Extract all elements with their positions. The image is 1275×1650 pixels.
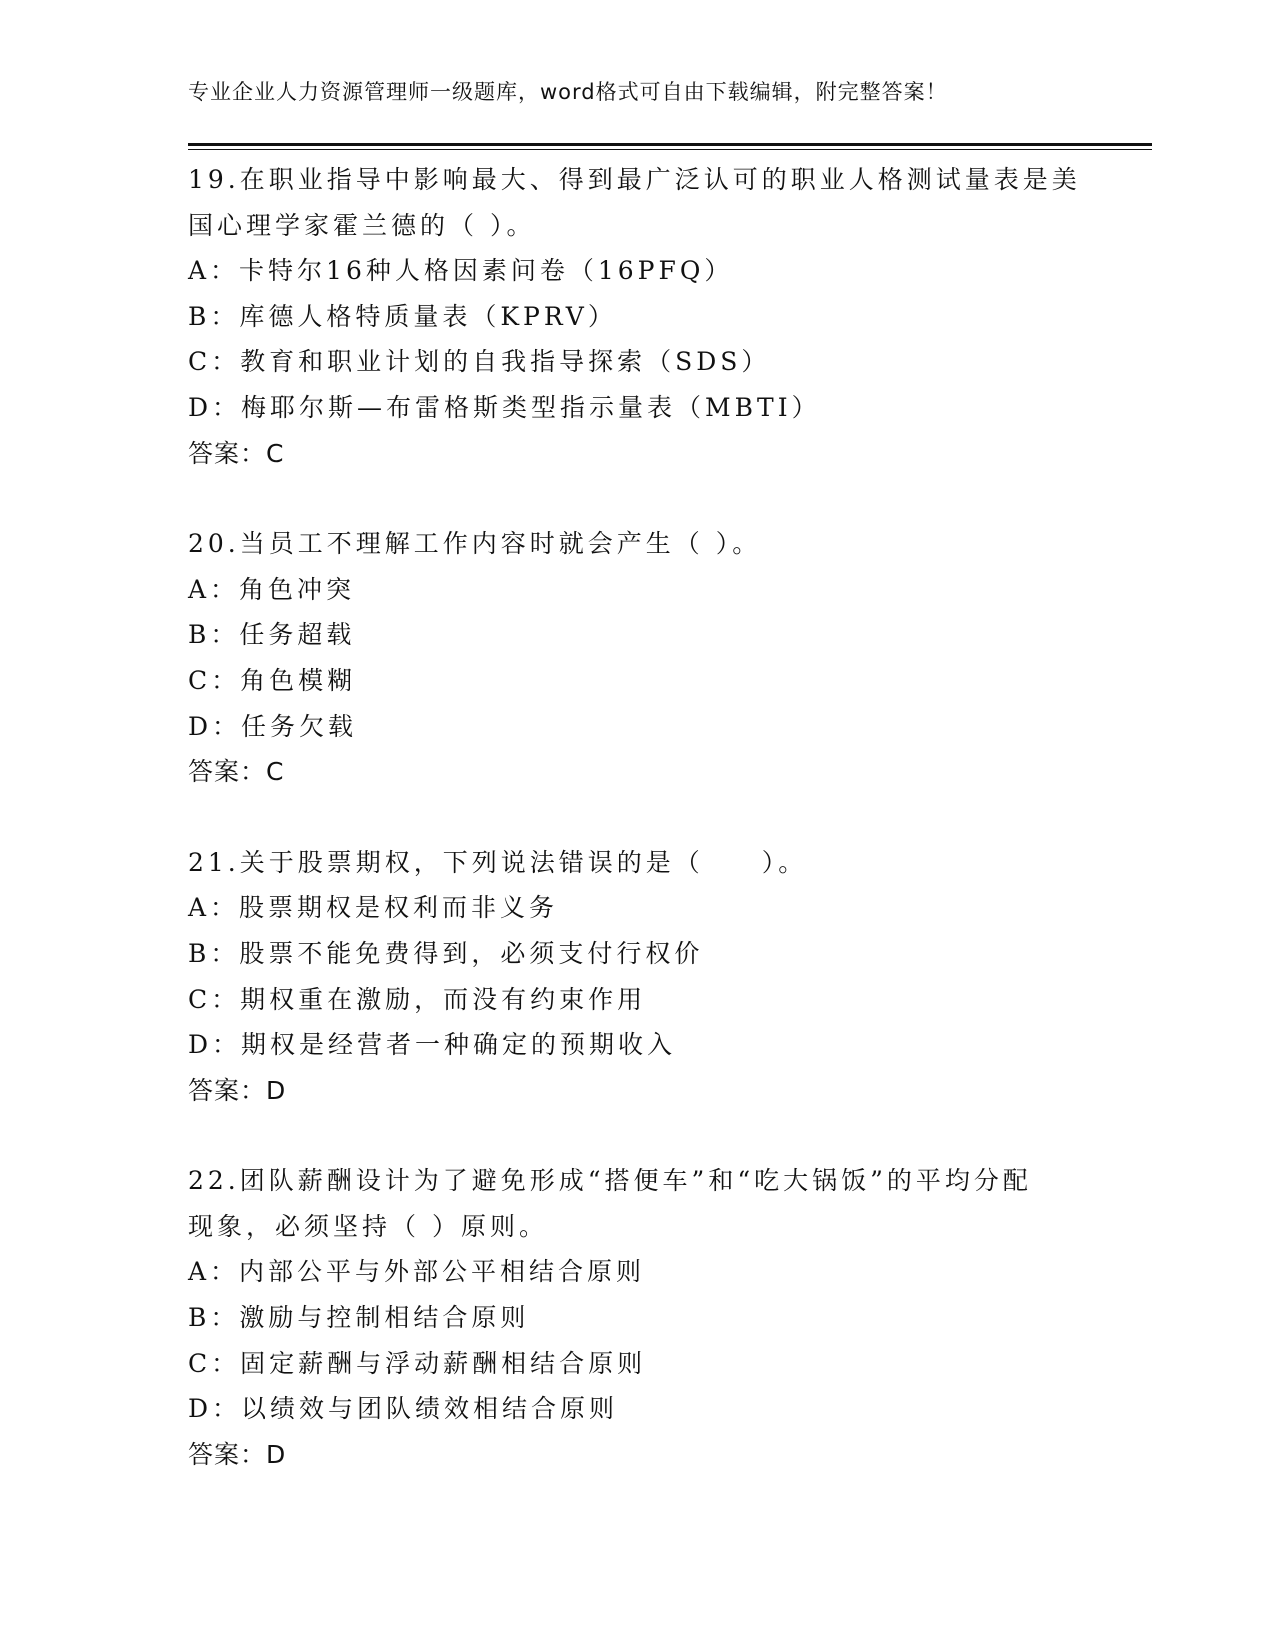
option-a: A：卡特尔16种人格因素问卷（16PFQ）	[188, 256, 734, 286]
question-stem-line: 22.团队薪酬设计为了避免形成“搭便车”和“吃大锅饭”的平均分配	[188, 1166, 1032, 1196]
option-c: C：教育和职业计划的自我指导探索（SDS）	[188, 347, 771, 377]
option-c: C：期权重在激励，而没有约束作用	[188, 984, 647, 1014]
option-a: A：角色冲突	[188, 574, 356, 604]
page-header: 专业企业人力资源管理师一级题库，word格式可自由下载编辑，附完整答案！	[188, 80, 948, 104]
option-d: D：期权是经营者一种确定的预期收入	[188, 1030, 677, 1060]
question-stem-line: 现象，必须坚持（ ）原则。	[188, 1211, 548, 1241]
header-rule-thick	[188, 143, 1152, 146]
question-stem-line: 国心理学家霍兰德的（ ）。	[188, 210, 536, 240]
question-20	[188, 521, 1088, 795]
option-c: C：角色模糊	[188, 665, 357, 695]
option-d: D：以绩效与团队绩效相结合原则	[188, 1394, 619, 1424]
answer-label: 答案：D	[188, 1439, 287, 1469]
question-list	[188, 157, 1088, 1522]
answer-label: 答案：D	[188, 1075, 287, 1105]
option-b: B：任务超载	[188, 620, 356, 650]
option-a: A：股票期权是权利而非义务	[188, 893, 559, 923]
option-b: B：激励与控制相结合原则	[188, 1303, 530, 1333]
option-b: B：股票不能免费得到，必须支付行权价	[188, 938, 704, 968]
question-22	[188, 1158, 1088, 1477]
question-19	[188, 157, 1088, 476]
header-rule-thin	[188, 149, 1152, 150]
answer-label: 答案：C	[188, 757, 285, 787]
option-b: B：库德人格特质量表（KPRV）	[188, 301, 617, 331]
option-a: A：内部公平与外部公平相结合原则	[188, 1257, 646, 1287]
question-stem-line: 19.在职业指导中影响最大、得到最广泛认可的职业人格测试量表是美	[188, 165, 1081, 194]
question-21	[188, 840, 1088, 1114]
question-stem-line: 20.当员工不理解工作内容时就会产生（ ）。	[188, 529, 762, 559]
question-stem-line: 21.关于股票期权，下列说法错误的是（ ）。	[188, 847, 808, 877]
option-d: D：梅耶尔斯—布雷格斯类型指示量表（MBTI）	[188, 392, 821, 422]
option-c: C：固定薪酬与浮动薪酬相结合原则	[188, 1348, 647, 1378]
answer-label: 答案：C	[188, 438, 285, 468]
option-d: D：任务欠载	[188, 711, 358, 741]
